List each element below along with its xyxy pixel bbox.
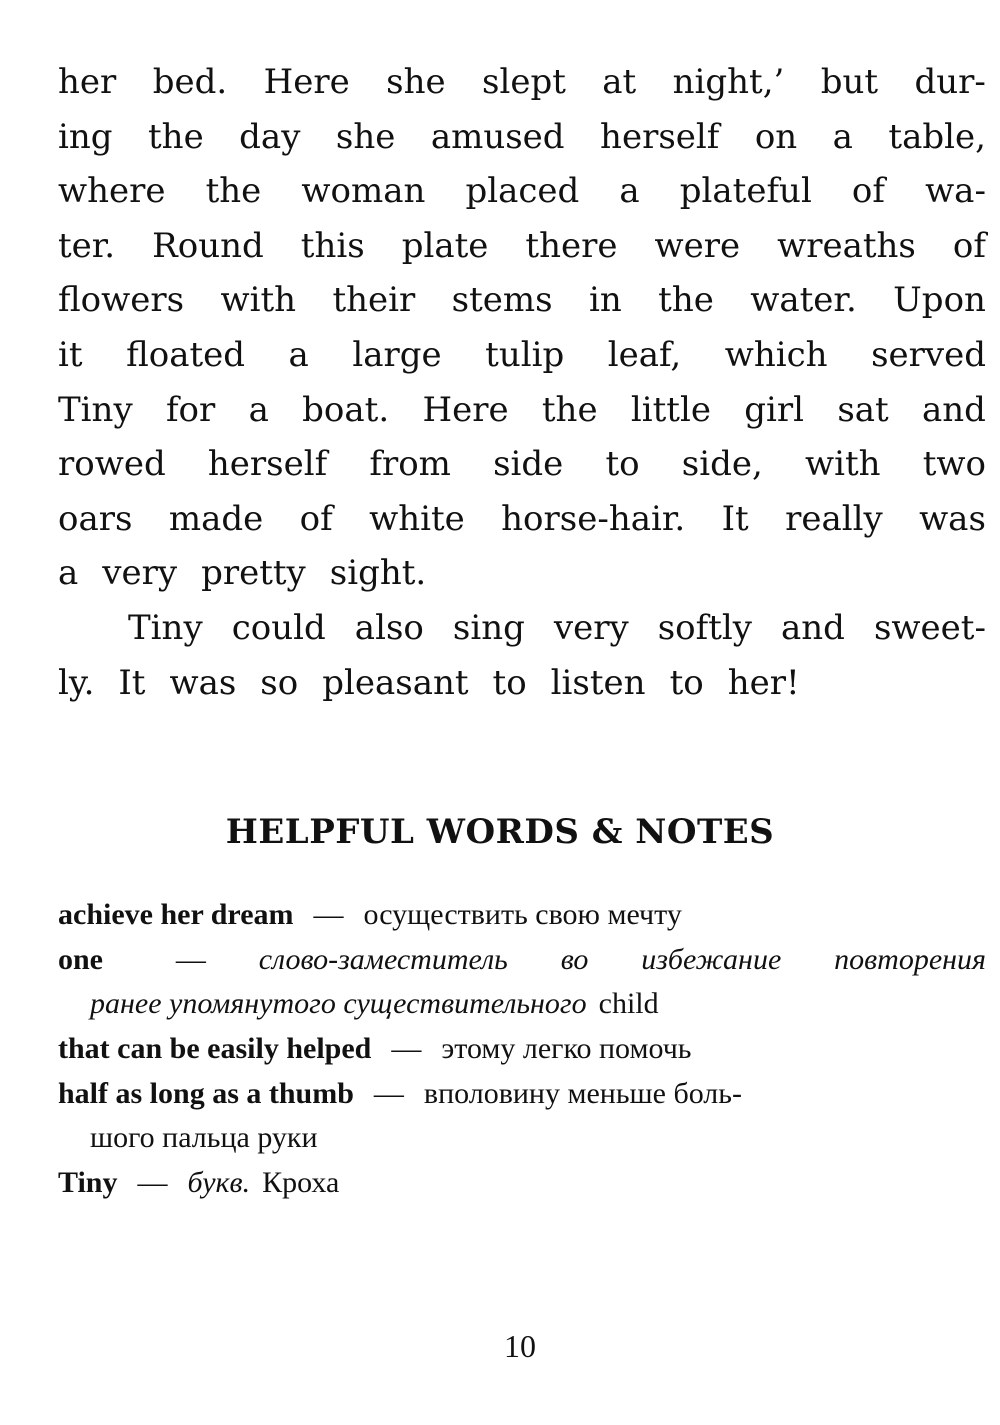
story-word: herself [600, 116, 720, 157]
story-word: the [205, 171, 262, 212]
story-word: leaf, [607, 334, 682, 375]
note-translation-word: слово-заместитель [258, 942, 508, 976]
note-term: achieve her dream [58, 898, 294, 931]
note-dash: — [175, 942, 206, 976]
story-word: white [369, 498, 465, 539]
story-line [58, 110, 986, 165]
story-word: horse-hair. [501, 498, 686, 539]
story-word: a [619, 171, 640, 212]
story-word: boat. [302, 389, 390, 430]
story-word: for [165, 389, 216, 430]
story-word: her [58, 62, 117, 102]
story-word: in [588, 280, 622, 321]
note-term: half as long as a thumb [58, 1076, 354, 1110]
story-word: rowed [58, 444, 166, 485]
story-word: their [332, 280, 416, 321]
story-word: were [654, 225, 741, 266]
story-word: and [781, 607, 845, 648]
story-word: and [922, 389, 986, 430]
story-word: really [785, 498, 883, 539]
note-example-word: child [598, 987, 659, 1021]
story-word: Upon [893, 280, 986, 321]
story-word: could [231, 607, 326, 648]
note-term: that can be easily helped [58, 1032, 372, 1066]
note-entry-achieve-her-dream [58, 893, 986, 938]
story-word: sat [837, 389, 889, 430]
story-word: sight. [329, 553, 427, 594]
story-word: of [851, 171, 885, 212]
story-word: amused [430, 116, 565, 157]
note-dash: — [313, 898, 344, 931]
note-translation-word: во [560, 942, 589, 976]
story-line [58, 219, 986, 274]
note-translation-word: повторения [834, 942, 986, 976]
note-entry-one-continuation [58, 982, 986, 1027]
note-entry-that-can-be-easily-helped [58, 1027, 986, 1072]
note-term: Tiny [58, 1166, 118, 1200]
story-word: day [239, 116, 301, 157]
story-text [58, 55, 986, 710]
story-word: to [492, 662, 527, 703]
story-word: sweet- [873, 607, 986, 648]
story-word: stems [451, 280, 553, 321]
story-word: a [288, 334, 309, 375]
story-word: it [58, 334, 83, 375]
story-word: flowers [58, 280, 185, 321]
story-word: sing [452, 607, 525, 648]
story-word: plateful [679, 171, 812, 212]
story-word: there [525, 225, 618, 266]
story-word: softly [657, 607, 752, 648]
story-word: this [300, 225, 365, 266]
vocabulary-notes [58, 893, 986, 1206]
note-dash: — [391, 1032, 422, 1066]
note-term: one [58, 942, 103, 976]
story-word: ing [58, 116, 113, 157]
story-word: tulip [485, 334, 565, 375]
story-word: plate [401, 225, 489, 266]
story-word: It [721, 498, 749, 539]
story-word: a [248, 389, 269, 430]
note-dash: — [373, 1076, 404, 1110]
story-line [58, 55, 986, 110]
story-word: very [553, 607, 629, 648]
story-word: Tiny [128, 607, 203, 648]
story-word: water. [750, 280, 857, 321]
note-translation: этому легко помочь [441, 1032, 692, 1066]
story-word: slept [482, 62, 566, 102]
story-word: the [148, 116, 204, 157]
story-word: was [919, 498, 986, 539]
story-line [58, 437, 986, 492]
story-word: table, [888, 116, 986, 157]
story-word: to [605, 444, 640, 485]
story-word: pleasant [322, 662, 469, 703]
note-translation: Кроха [262, 1166, 340, 1200]
story-word: It [118, 662, 146, 703]
story-word: at [602, 62, 637, 102]
story-word: Tiny [58, 389, 133, 430]
story-word: made [168, 498, 264, 539]
story-word: two [922, 444, 986, 485]
story-word: where [58, 171, 166, 212]
note-entry-half-as-long-continuation [58, 1116, 986, 1161]
story-word: she [335, 116, 396, 157]
story-word: she [386, 62, 446, 102]
story-line [58, 601, 986, 656]
story-word: of [952, 225, 986, 266]
story-word: girl [744, 389, 805, 430]
story-word: oars [58, 498, 133, 539]
story-word: was [169, 662, 237, 703]
story-word: a [832, 116, 853, 157]
story-word: wa- [925, 171, 986, 212]
story-word: large [352, 334, 442, 375]
story-word: but [820, 62, 879, 102]
note-entry-one [58, 938, 986, 983]
story-word: Round [152, 225, 264, 266]
story-word: from [369, 444, 451, 485]
story-word: dur- [914, 62, 986, 102]
story-line [58, 546, 986, 601]
story-word: very [102, 553, 178, 594]
note-translation-word: избежание [641, 942, 782, 976]
story-word: with [220, 280, 297, 321]
story-word: of [299, 498, 333, 539]
story-word: ly. [58, 662, 95, 703]
story-word: her! [727, 662, 800, 703]
notes-heading: HELPFUL WORDS & NOTES [225, 812, 775, 852]
story-word: which [724, 334, 828, 375]
story-line [58, 273, 986, 328]
story-word: with [804, 444, 881, 485]
story-word: woman [301, 171, 426, 212]
story-word: Here [422, 389, 509, 430]
story-line [58, 656, 986, 711]
story-word: the [658, 280, 714, 321]
story-word: night,’ [672, 62, 785, 102]
story-word: placed [465, 171, 580, 212]
story-word: ter. [58, 225, 116, 266]
note-dash: — [137, 1166, 168, 1200]
note-entry-half-as-long-as-a-thumb [58, 1072, 986, 1117]
page-number: 10 [504, 1328, 536, 1364]
story-word: pretty [201, 553, 306, 594]
story-line [58, 383, 986, 438]
story-word: to [669, 662, 704, 703]
note-translation: шого пальца руки [90, 1121, 318, 1155]
story-word: a [58, 553, 79, 594]
story-word: also [354, 607, 424, 648]
story-word: side, [681, 444, 763, 485]
story-word: served [871, 334, 986, 375]
story-word: bed. [152, 62, 228, 102]
story-word: so [260, 662, 299, 703]
story-word: listen [550, 662, 646, 703]
story-word: Here [263, 62, 350, 102]
story-word: floated [126, 334, 246, 375]
story-line [58, 328, 986, 383]
story-line [58, 164, 986, 219]
note-abbreviation: букв. [187, 1166, 251, 1200]
story-word: wreaths [777, 225, 916, 266]
note-entry-tiny [58, 1161, 986, 1206]
story-word: little [630, 389, 711, 430]
story-word: herself [207, 444, 328, 485]
note-translation: вполовину меньше боль- [423, 1076, 742, 1110]
story-word: side [493, 444, 564, 485]
story-word: on [754, 116, 798, 157]
story-word: the [541, 389, 598, 430]
note-translation: осуществить свою мечту [363, 898, 682, 931]
note-translation: ранее упомянутого существительного [90, 987, 587, 1021]
story-line [58, 492, 986, 547]
